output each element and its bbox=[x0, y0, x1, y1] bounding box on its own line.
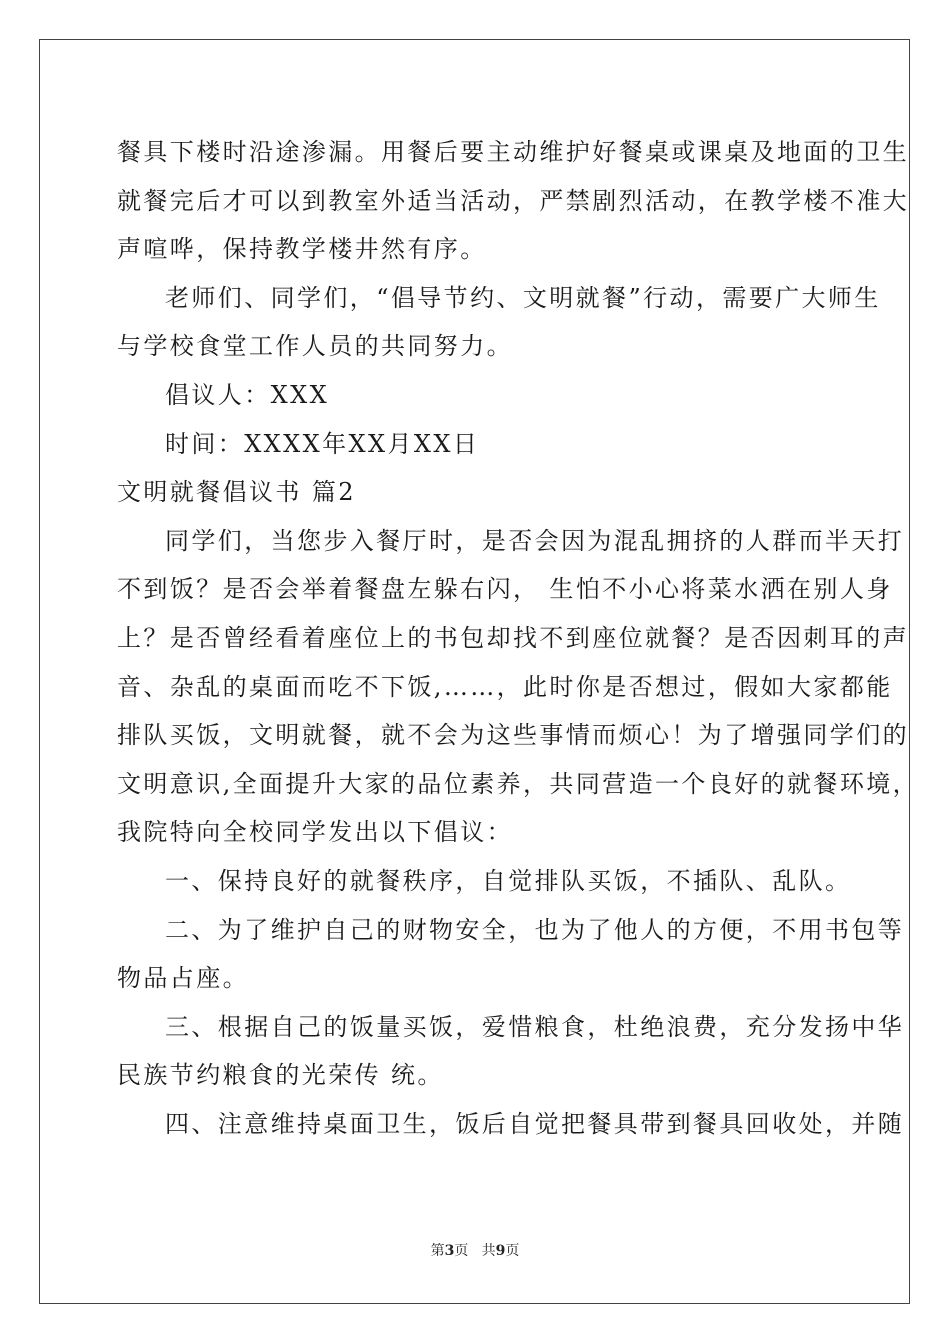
page-footer bbox=[0, 1242, 950, 1260]
total-prefix: 共 bbox=[481, 1243, 496, 1259]
text-line: 声喧哗，保持教学楼井然有序。 bbox=[117, 235, 487, 264]
section-heading: 文明就餐倡议书 篇2 bbox=[117, 478, 356, 507]
text-line: 排队买饭，文明就餐，就不会为这些事情而烦心！为了增强同学们的 bbox=[117, 721, 909, 750]
page-prefix: 第 bbox=[430, 1243, 445, 1259]
total-pages: 9 bbox=[495, 1243, 506, 1259]
text-line: 就餐完后才可以到教室外适当活动，严禁剧烈活动，在教学楼不准大 bbox=[117, 186, 909, 215]
signatory-line: 倡议人：XXX bbox=[165, 380, 330, 409]
text-line: 我院特向全校同学发出以下倡议： bbox=[117, 818, 513, 847]
list-item: 一、保持良好的就餐秩序，自觉排队买饭，不插队、乱队。 bbox=[165, 866, 852, 895]
page-number: 3 bbox=[444, 1243, 455, 1259]
text-line: 同学们，当您步入餐厅时，是否会因为混乱拥挤的人群而半天打 bbox=[165, 526, 905, 555]
text-line: 文明意识,全面提升大家的品位素养，共同营造一个良好的就餐环境， bbox=[117, 769, 920, 798]
text-line: 不到饭？是否会举着餐盘左躲右闪， 生怕不小心将菜水洒在别人身 bbox=[117, 575, 893, 604]
date-line: 时间：XXXX年XX月XX日 bbox=[165, 429, 480, 458]
text-line: 上？是否曾经看着座位上的书包却找不到座位就餐？是否因刺耳的声 bbox=[117, 623, 909, 652]
list-item: 二、为了维护自己的财物安全，也为了他人的方便，不用书包等 bbox=[165, 915, 905, 944]
text-line: 与学校食堂工作人员的共同努力。 bbox=[117, 332, 513, 361]
page-suffix: 页 bbox=[454, 1243, 469, 1259]
list-item: 三、根据自己的饭量买饭，爱惜粮食，杜绝浪费，充分发扬中华 bbox=[165, 1012, 905, 1041]
text-line: 民族节约粮食的光荣传 统。 bbox=[117, 1061, 444, 1090]
text-line: 音、杂乱的桌面而吃不下饭,……，此时你是否想过，假如大家都能 bbox=[117, 672, 893, 701]
text-line: 餐具下楼时沿途渗漏。用餐后要主动维护好餐桌或课桌及地面的卫生 bbox=[117, 138, 909, 166]
text-line: 物品占座。 bbox=[117, 964, 249, 993]
text-line: 老师们、同学们，“倡导节约、文明就餐”行动，需要广大师生 bbox=[165, 283, 881, 312]
total-suffix: 页 bbox=[505, 1243, 520, 1259]
document-body bbox=[117, 128, 920, 1148]
list-item: 四、注意维持桌面卫生，饭后自觉把餐具带到餐具回收处，并随 bbox=[165, 1109, 905, 1138]
